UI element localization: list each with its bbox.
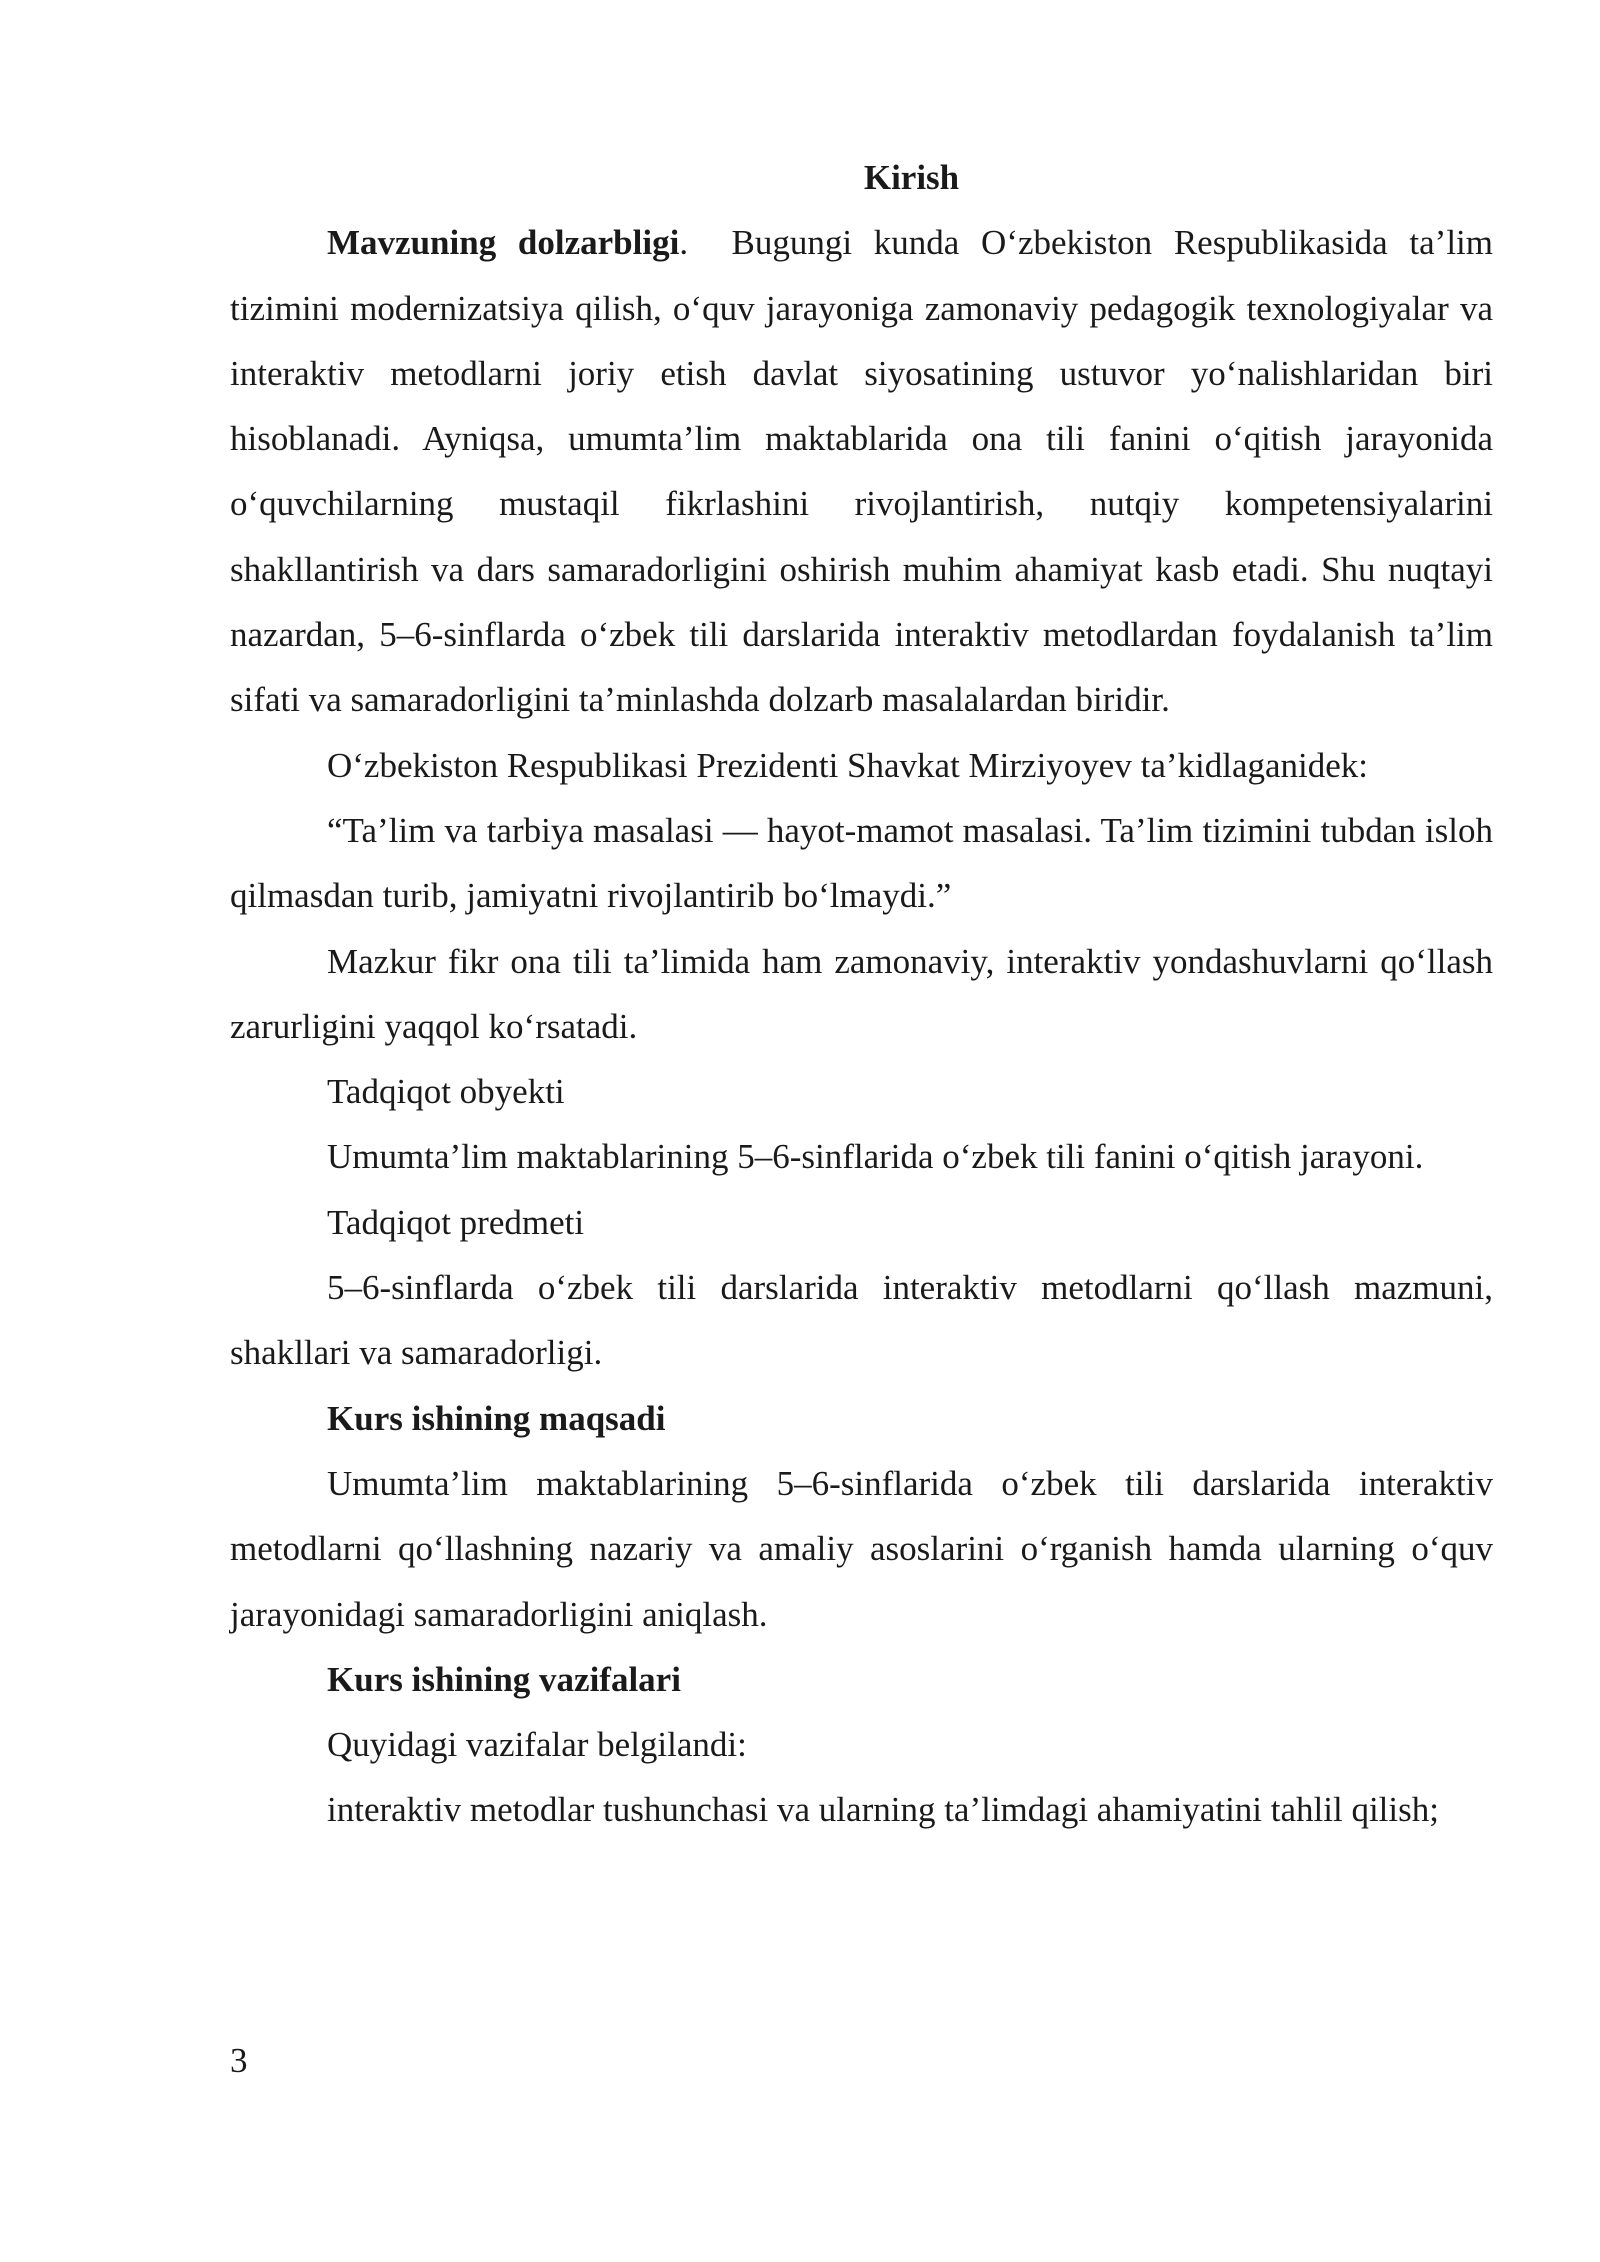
tasks-intro: Quyidagi vazifalar belgilandi: bbox=[327, 1725, 747, 1765]
goal-text: Umumta’lim maktablarining 5–6-sinflarida o‘zbek tili darslarida interaktiv metodlarni qo‘llashning nazariy va amaliy asoslarini o‘rganish hamda ularning o‘quv jarayonidagi samaradorligini aniqlash. bbox=[230, 1463, 1493, 1634]
relevance-heading-period: . bbox=[679, 223, 689, 263]
research-object-text: Umumta’lim maktablarining 5–6-sinflarida o‘zbek tili fanini o‘qitish jarayoni. bbox=[327, 1137, 1424, 1177]
research-object-heading: Tadqiqot obyekti bbox=[327, 1072, 565, 1112]
section-title: Kirish bbox=[863, 158, 960, 197]
quote-comment-paragraph: Mazkur fikr ona tili ta’limida ham zamonaviy, interaktiv yondashuvlarni qo‘llash zarurligini yaqqol ko‘rsatadi. bbox=[230, 941, 1493, 1046]
goal-heading: Kurs ishining maqsadi bbox=[327, 1398, 666, 1438]
tasks-heading: Kurs ishining vazifalari bbox=[327, 1659, 681, 1699]
research-subject-text: 5–6-sinflarda o‘zbek tili darslarida interaktiv metodlarni qo‘llash mazmuni, shakllari va samaradorligi. bbox=[230, 1268, 1493, 1373]
relevance-paragraph bbox=[230, 210, 1493, 732]
relevance-text: Bugungi kunda O‘zbekiston Respublikasida ta’lim tizimini modernizatsiya qilish, o‘quv jarayoniga zamonaviy pedagogik texnologiyalar va interaktiv metodlarni joriy etish davlat siyosatining ustuvor yo‘nalishlaridan biri hisoblanadi. Ayniqsa, umumta’lim maktablarida ona tili fanini o‘qitish jarayonida o‘quvchilarning mustaqil fikrlashini rivojlantirish, nutqiy kompetensiyalarini shakllantirish va dars samaradorligini oshirish muhim ahamiyat kasb etadi. Shu nuqtayi nazardan, 5–6-sinflarda o‘zbek tili darslarida interaktiv metodlardan foydalanish ta’lim sifati va samaradorligini ta’minlashda dolzarb masalalardan biridir. bbox=[230, 223, 1493, 720]
quote-paragraph: “Ta’lim va tarbiya masalasi — hayot-mamot masalasi. Ta’lim tizimini tubdan isloh qilmasdan turib, jamiyatni rivojlantirib bo‘lmaydi.” bbox=[230, 810, 1493, 916]
research-subject-heading: Tadqiqot predmeti bbox=[327, 1202, 585, 1242]
relevance-heading: Mavzuning dolzarbligi bbox=[327, 223, 680, 263]
document-body bbox=[230, 145, 1493, 1843]
page-number: 3 bbox=[230, 2041, 248, 2080]
president-intro-paragraph: O‘zbekiston Respublikasi Prezidenti Shavkat Mirziyoyev ta’kidlaganidek: bbox=[327, 745, 1369, 785]
task-item: interaktiv metodlar tushunchasi va ularning ta’limdagi ahamiyatini tahlil qilish; bbox=[327, 1790, 1439, 1830]
